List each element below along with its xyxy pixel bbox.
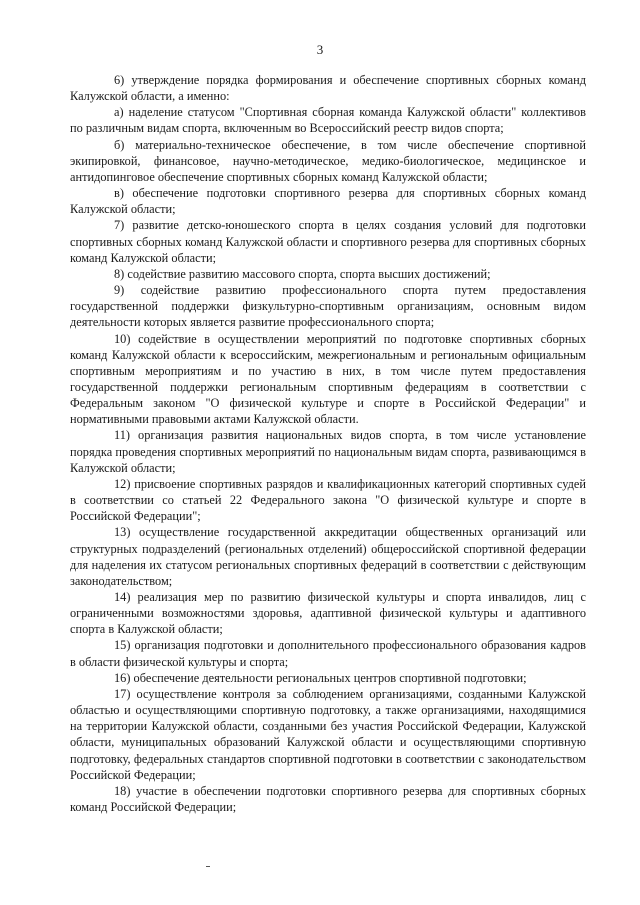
paragraph-6: 6) утверждение порядка формирования и обеспечение спортивных сборных команд Калужской области, а именно: [70, 73, 586, 104]
paragraph-6v: в) обеспечение подготовки спортивного резерва для спортивных сборных команд Калужской области; [70, 186, 586, 217]
paragraph-12: 12) присвоение спортивных разрядов и квалификационных категорий спортивных судей в соответствии со статьей 22 Федерального закона "О физической культуре и спорте в Российской Федерации"; [70, 476, 586, 524]
page-number: 3 [316, 42, 324, 57]
paragraph-7: 7) развитие детско-юношеского спорта в целях создания условий для подготовки спортивных сборных команд Калужской области и спортивного резерва для спортивных сборных команд Калужской области; [70, 218, 586, 265]
paragraph-10: 10) содействие в осуществлении мероприятий по подготовке спортивных сборных команд Калужской области к всероссийским, межрегиональным и региональным официальным спортивным мероприятиям и по участию в них, в том числе путем предоставления государственной поддержки региональным спортивным федерациям в соответствии с Федеральным законом "О физической культуре и спорте в Российской Федерации" и нормативными правовыми актами Калужской области. [70, 331, 586, 427]
paragraph-17: 17) осуществление контроля за соблюдением организациями, созданными Калужской областью и осуществляющими спортивную подготовку, а также организациями, находящимися на территории Калужской области, созданными без участия Российской Федерации, Калужской области, муниципальных образований Калужской области и осуществляющими спортивную подготовку, федеральных стандартов спортивной подготовки в соответствии с законодательством Российской Федерации; [70, 686, 586, 782]
paragraph-18: 18) участие в обеспечении подготовки спортивного резерва для спортивных сборных команд Российской Федерации; [70, 783, 586, 815]
paragraph-6a: а) наделение статусом "Спортивная сборная команда Калужской области" коллективов по различным видам спорта, включенным во Всероссийский реестр видов спорта; [70, 105, 586, 136]
paragraph-6b: б) материально-техническое обеспечение, в том числе обеспечение спортивной экипировкой, финансовое, научно-методическое, медико-биологическое, медицинское и антидопинговое обеспечение спортивных сборных команд Калужской области; [70, 137, 586, 184]
document-body [70, 72, 586, 815]
paragraph-9: 9) содействие развитию профессионального спорта путем предоставления государственной поддержки физкультурно-спортивным организациям, основным видом деятельности которых является развитие профессионального спорта; [70, 283, 586, 330]
paragraph-16: 16) обеспечение деятельности региональных центров спортивной подготовки; [114, 670, 527, 685]
paragraph-8: 8) содействие развитию массового спорта, спорта высших достижений; [114, 266, 491, 281]
paragraph-13: 13) осуществление государственной аккредитации общественных организаций или структурных подразделений (региональных отделений) общероссийской спортивной федерации для наделения их статусом региональных спортивных федераций в соответствии с действующим законодательством; [70, 525, 586, 588]
paragraph-14: 14) реализация мер по развитию физической культуры и спорта инвалидов, лиц с ограниченными возможностями здоровья, адаптивной физической культуры и адаптивного спорта в Калужской области; [70, 590, 586, 637]
scan-mark [206, 866, 210, 867]
paragraph-15: 15) организация подготовки и дополнительного профессионального образования кадров в области физической культуры и спорта; [70, 638, 586, 669]
paragraph-11: 11) организация развития национальных видов спорта, в том числе установление порядка проведения спортивных мероприятий по национальным видам спорта, развивающимся в Калужской области; [70, 428, 586, 475]
